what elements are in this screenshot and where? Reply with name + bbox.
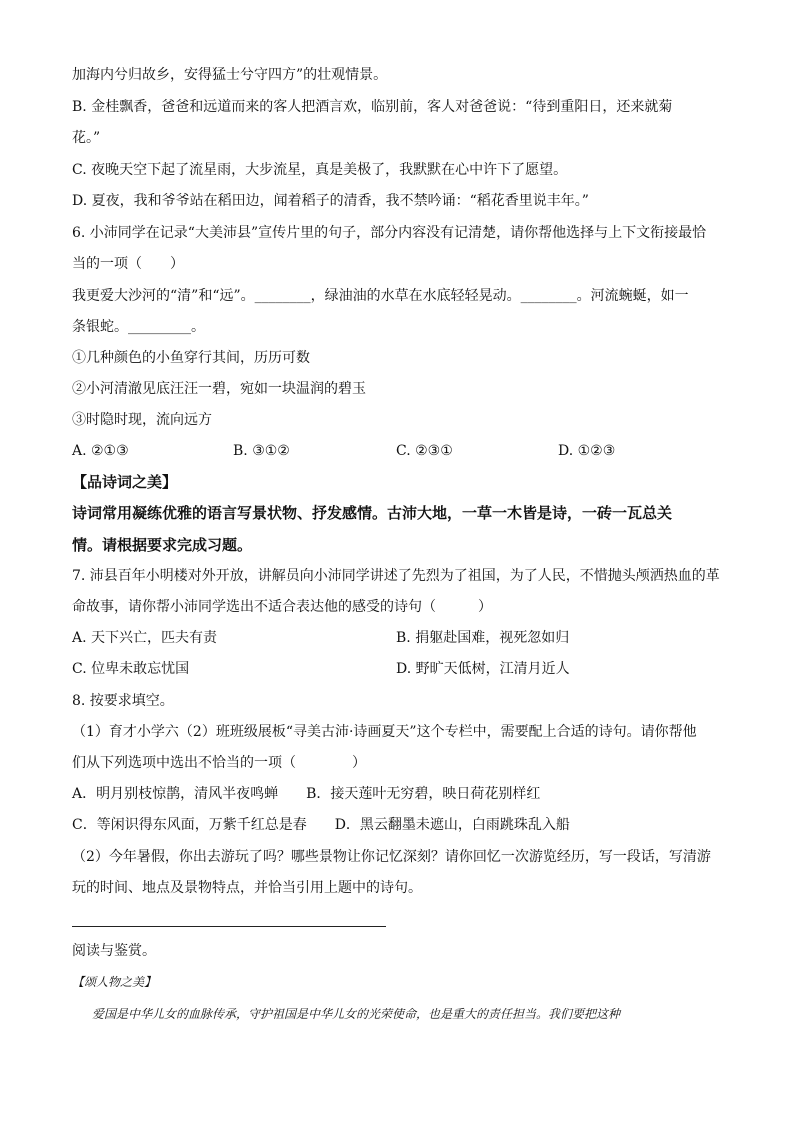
question-6-item-1: ①几种颜色的小鱼穿行其间，历历可数 — [72, 350, 310, 366]
q7-option-a: A. 天下兴亡，匹夫有责 — [72, 630, 218, 646]
question-6-item-2: ②小河清澈见底汪汪一碧，宛如一块温润的碧玉 — [72, 381, 366, 397]
option-c-line: C. 夜晚天空下起了流星雨，大步流星，真是美极了，我默默在心中许下了愿望。 — [72, 162, 568, 178]
section-intro-cont: 情。请根据要求完成习题。 — [72, 536, 253, 554]
text-line: 花。” — [72, 130, 101, 146]
question-8-1: （1）育才小学六（2）班班级展板“寻美古沛·诗画夏天”这个专栏中，需要配上合适的诗句。请你帮他 — [72, 724, 697, 740]
section-intro: 诗词常用凝练优雅的语言写景状物、抒发感情。古沛大地，一草一木皆是诗，一砖一瓦总关 — [72, 504, 673, 522]
question-7-stem: 7. 沛县百年小明楼对外开放，讲解员向小沛同学讲述了先烈为了祖国，为了人民，不惜抛头颅洒热血的革 — [72, 568, 720, 584]
question-8-options-cd: C．等闲识得东风面，万紫千红总是春 D．黑云翻墨未遮山，白雨跳珠乱入船 — [72, 817, 570, 833]
question-6-stem: 6. 小沛同学在记录“大美沛县”宣传片里的句子，部分内容没有记清楚，请你帮他选择与上下文衔接最恰 — [72, 225, 707, 241]
q7-option-b: B. 捐躯赴国难，视死忽如归 — [396, 630, 570, 646]
section-heading-person: 【颂人物之美】 — [72, 975, 157, 989]
reading-heading: 阅读与鉴赏。 — [72, 943, 156, 959]
question-8-2: （2）今年暑假，你出去游玩了吗？哪些景物让你记忆深刻？请你回忆一次游览经历，写一段话，写清游 — [72, 849, 711, 865]
option-b-line: B. 金桂飘香，爸爸和远道而来的客人把酒言欢，临别前，客人对爸爸说：“待到重阳日，还来就菊 — [72, 99, 673, 115]
q7-option-d: D. 野旷天低树，江清月近人 — [396, 661, 570, 677]
answer-line[interactable] — [72, 926, 386, 927]
question-7-stem-cont: 命故事，请你帮小沛同学选出不适合表达他的感受的诗句（ ） — [72, 599, 492, 615]
question-8-2-cont: 玩的时间、地点及景物特点，并恰当引用上题中的诗句。 — [72, 880, 422, 896]
question-6-stem-cont: 当的一项（ ） — [72, 256, 184, 272]
q6-option-b: B. ③①② — [233, 443, 290, 459]
q6-option-a: A. ②①③ — [72, 443, 129, 459]
question-8-stem: 8. 按要求填空。 — [72, 693, 174, 709]
section-heading: 【品诗词之美】 — [72, 473, 178, 491]
question-8-1-cont: 们从下列选项中选出不恰当的一项（ ） — [72, 755, 366, 771]
option-d-line: D. 夏夜，我和爷爷站在稻田边，闻着稻子的清香，我不禁吟诵：“稻花香里说丰年。” — [72, 193, 589, 209]
question-6-item-3: ③时隐时现，流向远方 — [72, 412, 212, 428]
question-6-passage-cont: 条银蛇。_________。 — [72, 319, 205, 335]
question-6-passage: 我更爱大沙河的“清”和“远”。________，绿油油的水草在水底轻轻晃动。________。河流蜿蜒，如一 — [72, 288, 689, 304]
text-line: 加海内兮归故乡，安得猛士兮守四方”的壮观情景。 — [72, 67, 388, 83]
reading-paragraph: 爱国是中华儿女的血脉传承，守护祖国是中华儿女的光荣使命，也是重大的责任担当。我们要把这种 — [92, 1007, 621, 1021]
q6-option-d: D. ①②③ — [558, 443, 616, 459]
question-8-options-ab: A．明月别枝惊鹊，清风半夜鸣蝉 B．接天莲叶无穷碧，映日荷花别样红 — [72, 786, 541, 802]
q7-option-c: C. 位卑未敢忘忧国 — [72, 661, 190, 677]
q6-option-c: C. ②③① — [396, 443, 453, 459]
